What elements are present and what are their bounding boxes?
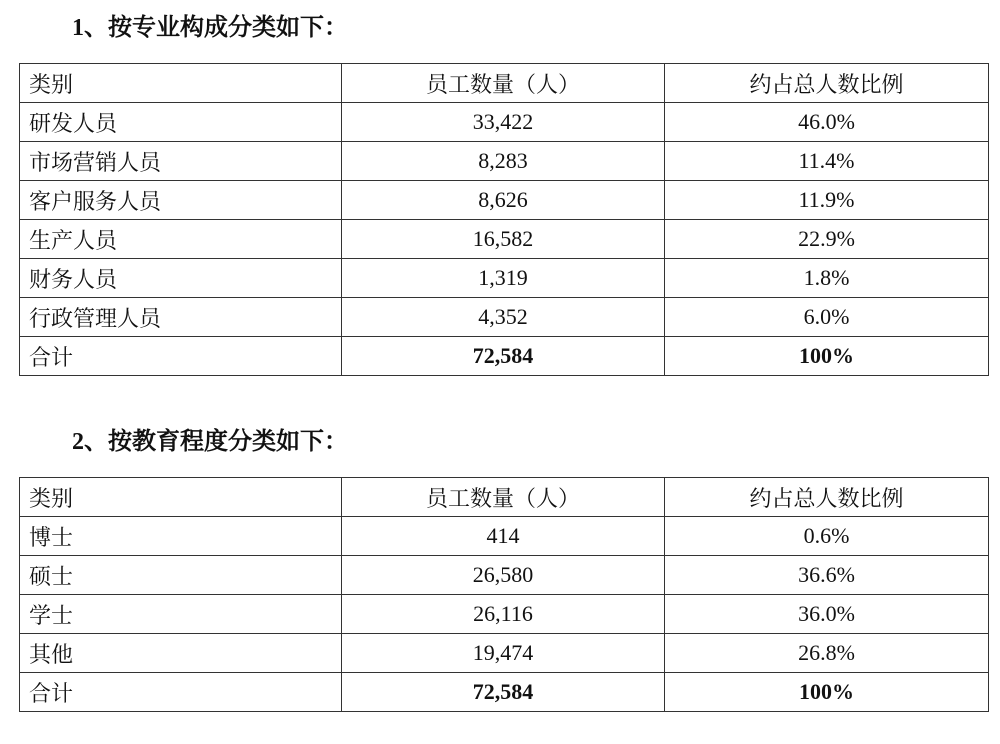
- education-table: [19, 477, 989, 712]
- cell-category: 学士: [20, 595, 342, 634]
- cell-percentage: 36.6%: [665, 556, 989, 595]
- cell-count: 4,352: [342, 298, 665, 337]
- table-row: [20, 298, 989, 337]
- cell-percentage: 22.9%: [665, 220, 989, 259]
- cell-count: 414: [342, 517, 665, 556]
- cell-count: 26,116: [342, 595, 665, 634]
- total-label: 合计: [20, 673, 342, 712]
- cell-category: 财务人员: [20, 259, 342, 298]
- cell-count: 1,319: [342, 259, 665, 298]
- table-row: [20, 634, 989, 673]
- total-percentage: 100%: [665, 337, 989, 376]
- cell-count: 8,283: [342, 142, 665, 181]
- cell-category: 其他: [20, 634, 342, 673]
- table-row: [20, 220, 989, 259]
- cell-percentage: 0.6%: [665, 517, 989, 556]
- header-category: 类别: [20, 64, 342, 103]
- total-count: 72,584: [342, 337, 665, 376]
- total-percentage: 100%: [665, 673, 989, 712]
- cell-category: 硕士: [20, 556, 342, 595]
- cell-category: 博士: [20, 517, 342, 556]
- cell-category: 研发人员: [20, 103, 342, 142]
- table-header-row: [20, 64, 989, 103]
- table-row: [20, 259, 989, 298]
- table-row: [20, 103, 989, 142]
- table-total-row: [20, 673, 989, 712]
- cell-percentage: 11.9%: [665, 181, 989, 220]
- total-count: 72,584: [342, 673, 665, 712]
- cell-count: 8,626: [342, 181, 665, 220]
- cell-percentage: 11.4%: [665, 142, 989, 181]
- table-row: [20, 181, 989, 220]
- table-total-row: [20, 337, 989, 376]
- cell-category: 客户服务人员: [20, 181, 342, 220]
- cell-percentage: 26.8%: [665, 634, 989, 673]
- section-title-profession: 1、按专业构成分类如下：: [72, 15, 348, 41]
- section-title-education: 2、按教育程度分类如下：: [72, 429, 348, 455]
- profession-table: [19, 63, 989, 376]
- total-label: 合计: [20, 337, 342, 376]
- header-category: 类别: [20, 478, 342, 517]
- table-row: [20, 142, 989, 181]
- cell-count: 33,422: [342, 103, 665, 142]
- cell-count: 19,474: [342, 634, 665, 673]
- cell-percentage: 6.0%: [665, 298, 989, 337]
- cell-percentage: 36.0%: [665, 595, 989, 634]
- table-row: [20, 595, 989, 634]
- cell-percentage: 46.0%: [665, 103, 989, 142]
- cell-count: 26,580: [342, 556, 665, 595]
- header-percentage: 约占总人数比例: [665, 64, 989, 103]
- header-employee-count: 员工数量（人）: [342, 64, 665, 103]
- cell-category: 行政管理人员: [20, 298, 342, 337]
- table-row: [20, 517, 989, 556]
- cell-percentage: 1.8%: [665, 259, 989, 298]
- header-percentage: 约占总人数比例: [665, 478, 989, 517]
- table-header-row: [20, 478, 989, 517]
- table-row: [20, 556, 989, 595]
- cell-category: 生产人员: [20, 220, 342, 259]
- cell-count: 16,582: [342, 220, 665, 259]
- cell-category: 市场营销人员: [20, 142, 342, 181]
- header-employee-count: 员工数量（人）: [342, 478, 665, 517]
